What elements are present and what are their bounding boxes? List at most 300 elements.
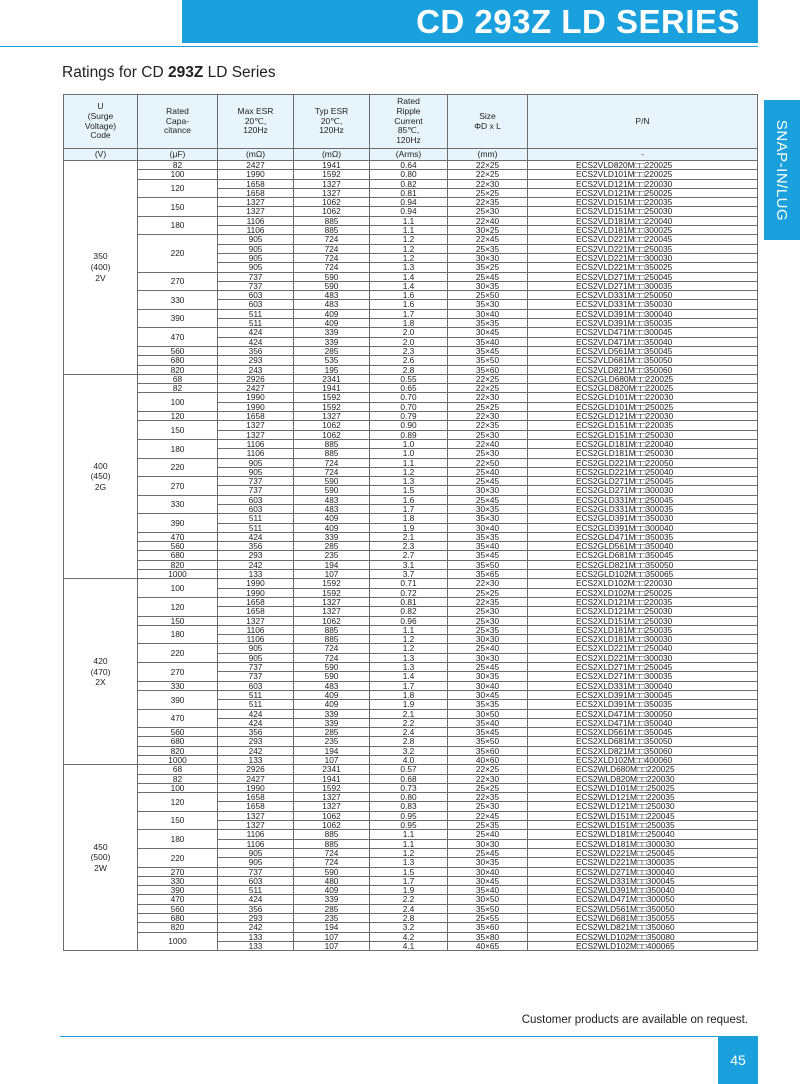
table-row	[64, 876, 758, 885]
size-cell: 35×40	[448, 542, 528, 551]
size-cell: 25×55	[448, 914, 528, 923]
voltage-cell: 350 (400) 2V	[64, 161, 138, 375]
size-cell: 25×25	[448, 588, 528, 597]
typ-esr-cell: 285	[294, 728, 370, 737]
size-cell: 30×30	[448, 653, 528, 662]
part-number-cell: ECS2GLD221M□□220050	[528, 458, 758, 467]
part-number-cell: ECS2GLD151M□□220035	[528, 421, 758, 430]
part-number-cell: ECS2XLD102M□□250025	[528, 588, 758, 597]
typ-esr-cell: 409	[294, 700, 370, 709]
ripple-cell: 2.8	[370, 914, 448, 923]
max-esr-cell: 511	[218, 690, 294, 699]
part-number-cell: ECS2VLD391M□□300040	[528, 309, 758, 318]
max-esr-cell: 1990	[218, 579, 294, 588]
ripple-cell: 0.72	[370, 588, 448, 597]
max-esr-cell: 1658	[218, 607, 294, 616]
ripple-cell: 1.6	[370, 495, 448, 504]
typ-esr-cell: 1941	[294, 384, 370, 393]
ripple-cell: 2.4	[370, 728, 448, 737]
capacitance-cell: 150	[138, 616, 218, 625]
typ-esr-cell: 339	[294, 532, 370, 541]
page-title	[62, 64, 276, 82]
max-esr-cell: 424	[218, 718, 294, 727]
ripple-cell: 1.7	[370, 681, 448, 690]
ripple-cell: 0.94	[370, 207, 448, 216]
table-row	[64, 346, 758, 355]
part-number-cell: ECS2GLD681M□□350045	[528, 551, 758, 560]
ripple-cell: 1.2	[370, 635, 448, 644]
max-esr-cell: 737	[218, 477, 294, 486]
ripple-cell: 2.7	[370, 551, 448, 560]
typ-esr-cell: 885	[294, 226, 370, 235]
max-esr-cell: 1658	[218, 412, 294, 421]
size-cell: 40×65	[448, 941, 528, 950]
table-row	[64, 421, 758, 430]
ripple-cell: 3.7	[370, 570, 448, 579]
table-row	[64, 597, 758, 606]
size-cell: 25×45	[448, 272, 528, 281]
table-row	[64, 477, 758, 486]
part-number-cell: ECS2VLD820M□□220025	[528, 161, 758, 170]
title-suffix: LD Series	[203, 64, 276, 81]
part-number-cell: ECS2VLD121M□□220030	[528, 179, 758, 188]
capacitance-cell: 68	[138, 374, 218, 383]
typ-esr-cell: 1327	[294, 412, 370, 421]
ripple-cell: 1.3	[370, 858, 448, 867]
table-row	[64, 198, 758, 207]
typ-esr-cell: 1327	[294, 802, 370, 811]
capacitance-cell: 560	[138, 728, 218, 737]
max-esr-cell: 356	[218, 542, 294, 551]
part-number-cell: ECS2VLD271M□□250045	[528, 272, 758, 281]
typ-esr-cell: 590	[294, 486, 370, 495]
capacitance-cell: 82	[138, 384, 218, 393]
unit-size: (mm)	[448, 149, 528, 161]
table-row	[64, 161, 758, 170]
capacitance-cell: 220	[138, 644, 218, 663]
capacitance-cell: 220	[138, 458, 218, 477]
max-esr-cell: 603	[218, 681, 294, 690]
size-cell: 35×50	[448, 560, 528, 569]
max-esr-cell: 133	[218, 941, 294, 950]
max-esr-cell: 1658	[218, 793, 294, 802]
ripple-cell: 1.2	[370, 644, 448, 653]
ripple-cell: 4.1	[370, 941, 448, 950]
max-esr-cell: 603	[218, 300, 294, 309]
capacitance-cell: 330	[138, 291, 218, 310]
size-cell: 25×40	[448, 467, 528, 476]
ripple-cell: 1.5	[370, 486, 448, 495]
size-cell: 22×25	[448, 161, 528, 170]
table-row	[64, 774, 758, 783]
part-number-cell: ECS2VLD151M□□250030	[528, 207, 758, 216]
max-esr-cell: 243	[218, 365, 294, 374]
table-row	[64, 663, 758, 672]
ripple-cell: 1.3	[370, 653, 448, 662]
part-number-cell: ECS2VLD681M□□350050	[528, 356, 758, 365]
ripple-cell: 1.1	[370, 839, 448, 848]
typ-esr-cell: 194	[294, 923, 370, 932]
typ-esr-cell: 235	[294, 551, 370, 560]
max-esr-cell: 424	[218, 895, 294, 904]
max-esr-cell: 905	[218, 467, 294, 476]
max-esr-cell: 1106	[218, 216, 294, 225]
part-number-cell: ECS2XLD391M□□300045	[528, 690, 758, 699]
part-number-cell: ECS2GLD101M□□220030	[528, 393, 758, 402]
size-cell: 30×30	[448, 486, 528, 495]
capacitance-cell: 120	[138, 179, 218, 198]
ripple-cell: 4.2	[370, 932, 448, 941]
capacitance-cell: 680	[138, 914, 218, 923]
size-cell: 22×45	[448, 235, 528, 244]
part-number-cell: ECS2GLD121M□□220030	[528, 412, 758, 421]
ripple-cell: 1.7	[370, 504, 448, 513]
part-number-cell: ECS2GLD331M□□250045	[528, 495, 758, 504]
ripple-cell: 0.82	[370, 179, 448, 188]
typ-esr-cell: 339	[294, 718, 370, 727]
part-number-cell: ECS2XLD102M□□220030	[528, 579, 758, 588]
table-row	[64, 914, 758, 923]
capacitance-cell: 82	[138, 161, 218, 170]
max-esr-cell: 1990	[218, 393, 294, 402]
header-voltage-code: U (Surge Voltage) Code	[64, 95, 138, 149]
part-number-cell: ECS2VLD221M□□250035	[528, 244, 758, 253]
part-number-cell: ECS2VLD331M□□350030	[528, 300, 758, 309]
capacitance-cell: 820	[138, 560, 218, 569]
table-row	[64, 579, 758, 588]
ripple-cell: 0.79	[370, 412, 448, 421]
capacitance-cell: 150	[138, 421, 218, 440]
typ-esr-cell: 285	[294, 542, 370, 551]
ripple-cell: 1.4	[370, 272, 448, 281]
typ-esr-cell: 724	[294, 263, 370, 272]
part-number-cell: ECS2GLD102M□□350065	[528, 570, 758, 579]
size-cell: 35×60	[448, 746, 528, 755]
part-number-cell: ECS2XLD561M□□350045	[528, 728, 758, 737]
part-number-cell: ECS2GLD181M□□220040	[528, 439, 758, 448]
part-number-cell: ECS2VLD331M□□250050	[528, 291, 758, 300]
max-esr-cell: 293	[218, 914, 294, 923]
max-esr-cell: 133	[218, 756, 294, 765]
ripple-cell: 3.2	[370, 746, 448, 755]
part-number-cell: ECS2GLD820M□□220025	[528, 384, 758, 393]
part-number-cell: ECS2WLD271M□□300040	[528, 867, 758, 876]
capacitance-cell: 270	[138, 272, 218, 291]
capacitance-cell: 390	[138, 514, 218, 533]
ripple-cell: 1.7	[370, 876, 448, 885]
typ-esr-cell: 1941	[294, 161, 370, 170]
typ-esr-cell: 1327	[294, 607, 370, 616]
part-number-cell: ECS2WLD181M□□250040	[528, 830, 758, 839]
typ-esr-cell: 1062	[294, 421, 370, 430]
capacitance-cell: 390	[138, 309, 218, 328]
part-number-cell: ECS2GLD331M□□300035	[528, 504, 758, 513]
capacitance-cell: 680	[138, 737, 218, 746]
ripple-cell: 0.73	[370, 783, 448, 792]
size-cell: 30×50	[448, 895, 528, 904]
table-row	[64, 737, 758, 746]
size-cell: 30×45	[448, 690, 528, 699]
max-esr-cell: 424	[218, 337, 294, 346]
size-cell: 22×30	[448, 179, 528, 188]
capacitance-cell: 470	[138, 709, 218, 728]
ripple-cell: 2.8	[370, 737, 448, 746]
max-esr-cell: 737	[218, 281, 294, 290]
ratings-table	[63, 94, 758, 951]
table-row	[64, 756, 758, 765]
size-cell: 22×25	[448, 384, 528, 393]
ripple-cell: 2.1	[370, 532, 448, 541]
ripple-cell: 1.2	[370, 244, 448, 253]
typ-esr-cell: 483	[294, 291, 370, 300]
capacitance-cell: 180	[138, 625, 218, 644]
typ-esr-cell: 885	[294, 625, 370, 634]
part-number-cell: ECS2GLD821M□□350050	[528, 560, 758, 569]
size-cell: 35×35	[448, 319, 528, 328]
voltage-cell: 450 (500) 2W	[64, 765, 138, 951]
table-row	[64, 328, 758, 337]
footer-note: Customer products are available on request.	[521, 1014, 748, 1026]
size-cell: 22×30	[448, 393, 528, 402]
ripple-cell: 3.2	[370, 923, 448, 932]
max-esr-cell: 133	[218, 932, 294, 941]
max-esr-cell: 1106	[218, 439, 294, 448]
part-number-cell: ECS2XLD181M□□300030	[528, 635, 758, 644]
typ-esr-cell: 535	[294, 356, 370, 365]
size-cell: 25×30	[448, 449, 528, 458]
ripple-cell: 1.2	[370, 467, 448, 476]
typ-esr-cell: 885	[294, 830, 370, 839]
typ-esr-cell: 107	[294, 570, 370, 579]
ripple-cell: 1.3	[370, 663, 448, 672]
typ-esr-cell: 1592	[294, 783, 370, 792]
typ-esr-cell: 590	[294, 477, 370, 486]
part-number-cell: ECS2VLD271M□□300035	[528, 281, 758, 290]
part-number-cell: ECS2WLD820M□□220030	[528, 774, 758, 783]
part-number-cell: ECS2XLD102M□□400060	[528, 756, 758, 765]
typ-esr-cell: 409	[294, 886, 370, 895]
ripple-cell: 2.6	[370, 356, 448, 365]
size-cell: 35×80	[448, 932, 528, 941]
max-esr-cell: 905	[218, 458, 294, 467]
ripple-cell: 1.0	[370, 439, 448, 448]
table-row	[64, 393, 758, 402]
size-cell: 35×65	[448, 570, 528, 579]
size-cell: 30×40	[448, 309, 528, 318]
typ-esr-cell: 339	[294, 895, 370, 904]
table-row	[64, 272, 758, 281]
max-esr-cell: 1106	[218, 226, 294, 235]
capacitance-cell: 330	[138, 495, 218, 514]
ripple-cell: 0.95	[370, 821, 448, 830]
typ-esr-cell: 339	[294, 328, 370, 337]
max-esr-cell: 133	[218, 570, 294, 579]
header-row	[64, 95, 758, 149]
max-esr-cell: 2427	[218, 161, 294, 170]
typ-esr-cell: 107	[294, 941, 370, 950]
part-number-cell: ECS2XLD271M□□300035	[528, 672, 758, 681]
table-row	[64, 532, 758, 541]
part-number-cell: ECS2WLD681M□□350055	[528, 914, 758, 923]
capacitance-cell: 270	[138, 867, 218, 876]
part-number-cell: ECS2XLD121M□□220035	[528, 597, 758, 606]
typ-esr-cell: 885	[294, 439, 370, 448]
part-number-cell: ECS2WLD471M□□300050	[528, 895, 758, 904]
typ-esr-cell: 724	[294, 644, 370, 653]
part-number-cell: ECS2GLD391M□□350030	[528, 514, 758, 523]
header-ripple-current: Rated Ripple Current 85℃, 120Hz	[370, 95, 448, 149]
ripple-cell: 0.64	[370, 161, 448, 170]
table-row	[64, 514, 758, 523]
size-cell: 30×30	[448, 635, 528, 644]
capacitance-cell: 180	[138, 830, 218, 849]
part-number-cell: ECS2XLD151M□□250030	[528, 616, 758, 625]
part-number-cell: ECS2WLD101M□□250025	[528, 783, 758, 792]
max-esr-cell: 1106	[218, 449, 294, 458]
typ-esr-cell: 483	[294, 681, 370, 690]
capacitance-cell: 120	[138, 412, 218, 421]
table-row	[64, 746, 758, 755]
typ-esr-cell: 590	[294, 867, 370, 876]
part-number-cell: ECS2VLD101M□□220025	[528, 170, 758, 179]
table-row	[64, 811, 758, 820]
size-cell: 22×40	[448, 439, 528, 448]
voltage-cell: 420 (470) 2X	[64, 579, 138, 765]
capacitance-cell: 270	[138, 477, 218, 496]
max-esr-cell: 603	[218, 876, 294, 885]
table-row	[64, 170, 758, 179]
ripple-cell: 1.2	[370, 253, 448, 262]
table-head	[64, 95, 758, 161]
header-typ-esr: Typ ESR 20℃, 120Hz	[294, 95, 370, 149]
capacitance-cell: 820	[138, 923, 218, 932]
typ-esr-cell: 885	[294, 216, 370, 225]
part-number-cell: ECS2WLD121M□□220035	[528, 793, 758, 802]
part-number-cell: ECS2VLD221M□□220045	[528, 235, 758, 244]
typ-esr-cell: 339	[294, 709, 370, 718]
part-number-cell: ECS2VLD821M□□350060	[528, 365, 758, 374]
ripple-cell: 1.6	[370, 291, 448, 300]
ripple-cell: 0.95	[370, 811, 448, 820]
table-row	[64, 458, 758, 467]
ripple-cell: 0.90	[370, 421, 448, 430]
size-cell: 30×45	[448, 328, 528, 337]
table-row	[64, 384, 758, 393]
capacitance-cell: 1000	[138, 932, 218, 951]
table-row	[64, 356, 758, 365]
table-row	[64, 681, 758, 690]
size-cell: 35×35	[448, 532, 528, 541]
side-tab	[764, 100, 800, 240]
typ-esr-cell: 1592	[294, 579, 370, 588]
part-number-cell: ECS2WLD121M□□250030	[528, 802, 758, 811]
ripple-cell: 2.4	[370, 904, 448, 913]
part-number-cell: ECS2GLD471M□□350035	[528, 532, 758, 541]
size-cell: 30×35	[448, 858, 528, 867]
size-cell: 22×35	[448, 597, 528, 606]
max-esr-cell: 1327	[218, 421, 294, 430]
ripple-cell: 1.3	[370, 477, 448, 486]
size-cell: 30×45	[448, 876, 528, 885]
typ-esr-cell: 409	[294, 690, 370, 699]
title-prefix: Ratings for CD	[62, 64, 168, 81]
size-cell: 35×50	[448, 356, 528, 365]
typ-esr-cell: 724	[294, 244, 370, 253]
size-cell: 35×45	[448, 551, 528, 560]
typ-esr-cell: 1592	[294, 402, 370, 411]
size-cell: 25×30	[448, 430, 528, 439]
part-number-cell: ECS2XLD821M□□350060	[528, 746, 758, 755]
ripple-cell: 2.1	[370, 709, 448, 718]
typ-esr-cell: 409	[294, 309, 370, 318]
part-number-cell: ECS2WLD151M□□220045	[528, 811, 758, 820]
table-row	[64, 644, 758, 653]
part-number-cell: ECS2GLD271M□□300030	[528, 486, 758, 495]
size-cell: 30×30	[448, 253, 528, 262]
max-esr-cell: 511	[218, 523, 294, 532]
capacitance-cell: 560	[138, 346, 218, 355]
capacitance-cell: 100	[138, 393, 218, 412]
ripple-cell: 1.8	[370, 514, 448, 523]
max-esr-cell: 905	[218, 653, 294, 662]
ripple-cell: 1.1	[370, 458, 448, 467]
table-row	[64, 923, 758, 932]
size-cell: 25×45	[448, 663, 528, 672]
typ-esr-cell: 1327	[294, 188, 370, 197]
max-esr-cell: 1990	[218, 170, 294, 179]
size-cell: 22×35	[448, 198, 528, 207]
size-cell: 25×40	[448, 644, 528, 653]
table-row	[64, 542, 758, 551]
size-cell: 25×25	[448, 783, 528, 792]
max-esr-cell: 1106	[218, 625, 294, 634]
size-cell: 25×45	[448, 495, 528, 504]
typ-esr-cell: 194	[294, 560, 370, 569]
ripple-cell: 0.94	[370, 198, 448, 207]
capacitance-cell: 390	[138, 886, 218, 895]
size-cell: 22×25	[448, 765, 528, 774]
unit-ripple-current: (Arms)	[370, 149, 448, 161]
typ-esr-cell: 235	[294, 737, 370, 746]
typ-esr-cell: 1592	[294, 170, 370, 179]
ripple-cell: 0.70	[370, 402, 448, 411]
table-row	[64, 616, 758, 625]
part-number-cell: ECS2WLD221M□□250045	[528, 848, 758, 857]
typ-esr-cell: 409	[294, 514, 370, 523]
typ-esr-cell: 724	[294, 253, 370, 262]
header-max-esr: Max ESR 20℃, 120Hz	[218, 95, 294, 149]
typ-esr-cell: 285	[294, 346, 370, 355]
max-esr-cell: 905	[218, 235, 294, 244]
size-cell: 25×50	[448, 291, 528, 300]
size-cell: 22×50	[448, 458, 528, 467]
part-number-cell: ECS2VLD121M□□250025	[528, 188, 758, 197]
size-cell: 22×25	[448, 374, 528, 383]
ripple-cell: 0.80	[370, 170, 448, 179]
ripple-cell: 1.2	[370, 848, 448, 857]
part-number-cell: ECS2WLD821M□□350060	[528, 923, 758, 932]
max-esr-cell: 1658	[218, 597, 294, 606]
size-cell: 30×40	[448, 867, 528, 876]
unit-part-number: -	[528, 149, 758, 161]
capacitance-cell: 220	[138, 235, 218, 272]
ripple-cell: 1.4	[370, 281, 448, 290]
ripple-cell: 1.0	[370, 449, 448, 458]
size-cell: 22×30	[448, 579, 528, 588]
typ-esr-cell: 724	[294, 858, 370, 867]
typ-esr-cell: 1062	[294, 811, 370, 820]
ripple-cell: 2.3	[370, 346, 448, 355]
